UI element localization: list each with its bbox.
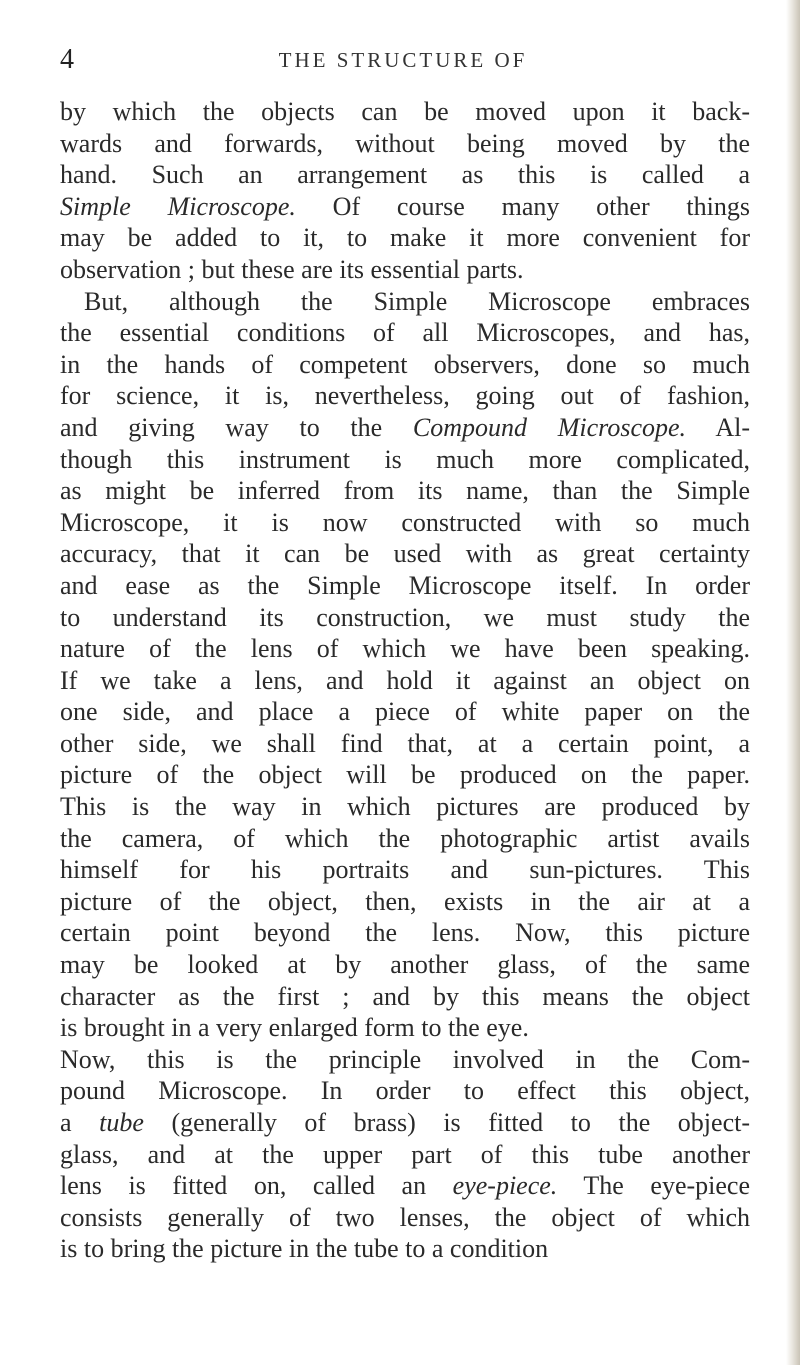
running-head: THE STRUCTURE OF xyxy=(278,48,528,72)
text-line xyxy=(60,949,750,981)
text-line xyxy=(60,128,750,160)
line-text: nature of the lens of which we have been speaking. xyxy=(60,634,750,664)
line-text: consists generally of two lenses, the object of which xyxy=(60,1202,750,1232)
line-text-italic: Simple Microscope. xyxy=(60,191,296,221)
text-line xyxy=(60,1012,750,1044)
text-line xyxy=(60,854,750,886)
body-text xyxy=(60,96,750,1265)
line-text: is brought in a very enlarged form to the eye. xyxy=(60,1013,529,1043)
line-text: This is the way in which pictures are produced by xyxy=(60,792,750,822)
line-text: for science, it is, nevertheless, going out of fashion, xyxy=(60,381,750,411)
line-text-post: Al- xyxy=(686,412,750,442)
line-text: character as the first ; and by this means the object xyxy=(60,981,750,1011)
text-line xyxy=(60,728,750,760)
line-text: to understand its construction, we must study the xyxy=(60,602,750,632)
text-line xyxy=(60,317,750,349)
text-line xyxy=(60,696,750,728)
line-text-pre: and giving way to the xyxy=(60,412,413,442)
text-line xyxy=(60,570,750,602)
line-text: is to bring the picture in the tube to a condition xyxy=(60,1234,549,1264)
text-line xyxy=(60,1075,750,1107)
text-line xyxy=(60,1139,750,1171)
line-text: picture of the object will be produced on the paper. xyxy=(60,760,750,790)
text-line xyxy=(60,191,750,223)
line-text: hand. Such an arrangement as this is called a xyxy=(60,160,750,190)
text-line xyxy=(60,96,750,128)
text-line xyxy=(60,1170,750,1202)
line-text: may be added to it, to make it more convenient for xyxy=(60,223,750,253)
line-text: as might be inferred from its name, than the Simple xyxy=(60,476,750,506)
page-header xyxy=(60,40,746,80)
text-line xyxy=(60,665,750,697)
page-number: 4 xyxy=(60,44,74,75)
line-text: glass, and at the upper part of this tube another xyxy=(60,1139,750,1169)
line-text: other side, we shall find that, at a certain point, a xyxy=(60,728,750,758)
text-line xyxy=(60,380,750,412)
line-text: himself for his portraits and sun-pictures. This xyxy=(60,855,750,885)
text-line xyxy=(60,412,750,444)
text-line xyxy=(60,981,750,1013)
line-text-post: Of course many other things xyxy=(295,191,750,221)
text-line xyxy=(60,159,750,191)
line-text: by which the objects can be moved upon it back- xyxy=(60,97,750,126)
text-line xyxy=(60,823,750,855)
line-text-post: (generally of brass) is fitted to the object- xyxy=(143,1108,750,1137)
text-line xyxy=(60,1202,750,1234)
line-text: pound Microscope. In order to effect this object, xyxy=(60,1076,750,1106)
text-line xyxy=(60,633,750,665)
text-line xyxy=(60,444,750,476)
line-text-post: The eye-piece xyxy=(557,1171,750,1201)
text-line xyxy=(60,222,750,254)
text-line xyxy=(60,759,750,791)
line-text-italic: Compound Microscope. xyxy=(412,412,687,442)
line-text: in the hands of competent observers, done so much xyxy=(60,349,750,379)
text-line xyxy=(60,475,750,507)
line-text: But, although the Simple Microscope embraces xyxy=(84,286,750,316)
line-text: may be looked at by another glass, of the same xyxy=(60,950,750,980)
line-text-italic: eye-piece. xyxy=(452,1171,558,1201)
line-text: though this instrument is much more complicated, xyxy=(60,444,750,474)
text-line xyxy=(60,602,750,634)
text-line xyxy=(60,349,750,381)
text-line xyxy=(60,791,750,823)
line-text: Microscope, it is now constructed with so much xyxy=(60,507,750,537)
line-text: observation ; but these are its essential parts. xyxy=(60,254,524,284)
page-edge xyxy=(786,0,800,1365)
line-text-pre: a xyxy=(60,1108,100,1137)
line-text: and ease as the Simple Microscope itself. In order xyxy=(60,570,750,600)
text-line xyxy=(60,538,750,570)
line-text: accuracy, that it can be used with as great certainty xyxy=(60,539,750,569)
line-text: one side, and place a piece of white paper on the xyxy=(60,697,750,727)
text-line xyxy=(60,1233,750,1265)
text-line xyxy=(60,1107,750,1139)
line-text: the camera, of which the photographic artist avails xyxy=(60,823,750,853)
line-text: wards and forwards, without being moved by the xyxy=(60,128,750,158)
line-text: certain point beyond the lens. Now, this picture xyxy=(60,918,750,948)
line-text: picture of the object, then, exists in the air at a xyxy=(60,886,750,916)
text-line xyxy=(60,1044,750,1076)
line-text: the essential conditions of all Microscopes, and has, xyxy=(60,318,750,348)
line-text: If we take a lens, and hold it against an object on xyxy=(60,665,750,695)
text-line xyxy=(60,886,750,918)
text-line xyxy=(60,286,750,318)
text-line xyxy=(60,254,750,286)
line-text-pre: lens is fitted on, called an xyxy=(60,1171,453,1201)
text-line xyxy=(60,507,750,539)
line-text-italic: tube xyxy=(99,1108,144,1137)
text-line xyxy=(60,917,750,949)
line-text: Now, this is the principle involved in the Com- xyxy=(60,1044,750,1074)
